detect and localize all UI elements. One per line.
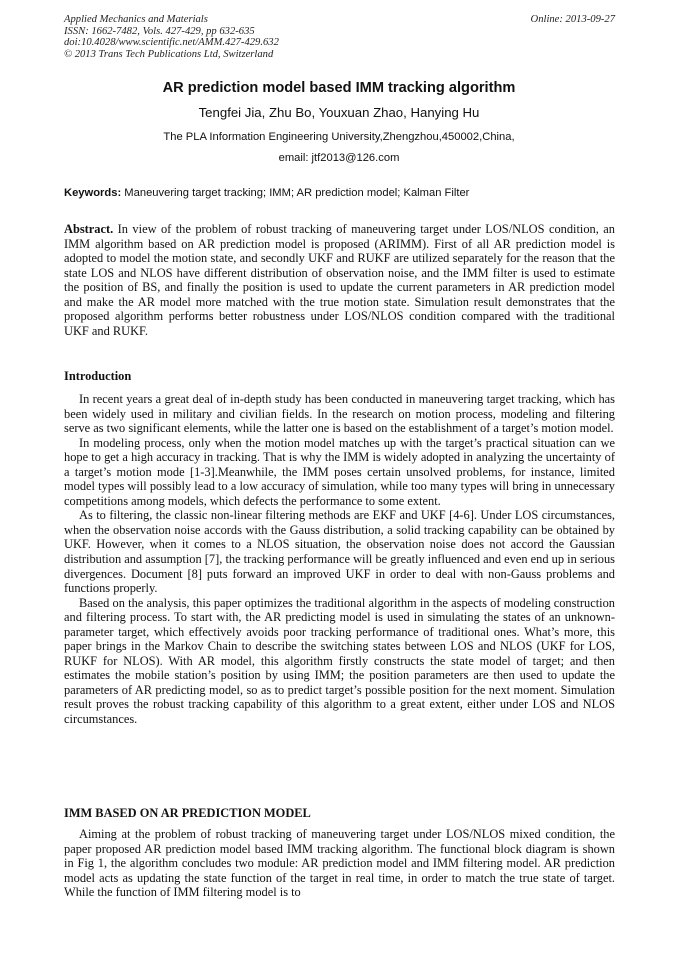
online-date: Online: 2013-09-27 (530, 14, 615, 25)
author-email: email: jtf2013@126.com (278, 152, 400, 164)
paper-authors: Tengfei Jia, Zhu Bo, Youxuan Zhao, Hanying Hu (198, 105, 480, 120)
introduction-body (64, 392, 615, 727)
keywords-line (64, 187, 615, 199)
intro-paragraph: In recent years a great deal of in-depth study has been conducted in maneuvering target tracking, which has been widely used in military and civilian fields. In the research on motion process, modeling and filtering serve as two significant elements, while the latter one is based on the establishment of a target’s motion model. (64, 392, 615, 436)
issn-line: ISSN: 1662-7482, Vols. 427-429, pp 632-635 (64, 25, 255, 37)
abstract-paragraph (64, 222, 615, 338)
abstract-label: Abstract. (64, 222, 114, 236)
abstract-text: In view of the problem of robust tracking of maneuvering target under LOS/NLOS condition, an IMM algorithm based on AR prediction model is proposed (ARIMM). First of all AR prediction model is adopted to model the motion state, and secondly UKF and RUKF are utilized separately for the reason that the state LOS and NLOS have different distribution of observation noise, and the IMM filter is used to estimate the position of BS, and finally the position is used to update the current parameters in AR prediction model and make the AR model more matched with the true motion state. Simulation result demonstrates that the proposed algorithm performs better robustness under LOS/NLOS condition compared with the traditional UKF and RUKF. (64, 222, 615, 338)
journal-header (64, 14, 615, 60)
introduction-heading: Introduction (64, 369, 132, 383)
journal-name: Applied Mechanics and Materials (64, 14, 208, 25)
paper-title: AR prediction model based IMM tracking algorithm (162, 80, 516, 96)
author-affiliation: The PLA Information Engineering University,Zhengzhou,450002,China, (163, 131, 515, 143)
imm-section-body (64, 827, 615, 900)
intro-paragraph: As to filtering, the classic non-linear filtering methods are EKF and UKF [4-6]. Under LOS circumstances, when the observation noise accords with the Gauss distribution, a solid tracking capability can be obtained by UKF. However, when it comes to a NLOS situation, the observation noise does not accord the Gaussian distribution and assumption [7], the tracking performance will be greatly influenced and even end up in serious divergences. Document [8] puts forward an improved UKF in order to deal with non-Gauss problems and functions properly. (64, 508, 615, 596)
intro-paragraph: Based on the analysis, this paper optimizes the traditional algorithm in the aspects of modeling construction and filtering process. To start with, the AR predicting model is used in simulating the states of an unknown-parameter target, which effectively avoids poor tracking performance of traditional ones. What’s more, this paper brings in the Markov Chain to describe the switching states between LOS and NLOS (UKF for LOS, RUKF for NLOS). With AR model, this algorithm firstly constructs the state model of target; and then estimates the mobile station’s position by using IMM; the position parameters are then used to update the parameters of AR predicting model, so as to predict target’s possible position for the next moment. Simulation result proves the robust tracking capability of this algorithm to a great extent, either under LOS and NLOS circumstances. (64, 595, 615, 727)
copyright-line: © 2013 Trans Tech Publications Ltd, Switzerland (64, 48, 274, 60)
doi-line: doi:10.4028/www.scientific.net/AMM.427-429.632 (64, 37, 279, 49)
imm-section-heading: IMM BASED ON AR PREDICTION MODEL (64, 806, 311, 820)
abstract-section (64, 222, 615, 338)
imm-paragraph: Aiming at the problem of robust tracking of maneuvering target under LOS/NLOS mixed condition, the paper proposed AR prediction model based IMM tracking algorithm. The functional block diagram is shown in Fig 1, the algorithm concludes two module: AR prediction model and IMM filtering model. AR prediction model acts as updating the state function of the target in real time, in order to match the true state of target. While the function of IMM filtering model is to (64, 827, 615, 900)
intro-paragraph: In modeling process, only when the motion model matches up with the target’s practical situation can we hope to get a high accuracy in tracking. That is why the IMM is widely adopted in analyzing the uncertainty of a target’s motion mode [1-3].Meanwhile, the IMM poses certain unsolved problems, for instance, limited model types will possibly lead to a low accuracy of simulation, while too many types will bring in unnecessary competitions among models, which defects the performance to some extent. (64, 435, 615, 508)
keywords-label: Keywords: (64, 187, 122, 199)
keywords-text: Maneuvering target tracking; IMM; AR prediction model; Kalman Filter (121, 187, 470, 199)
